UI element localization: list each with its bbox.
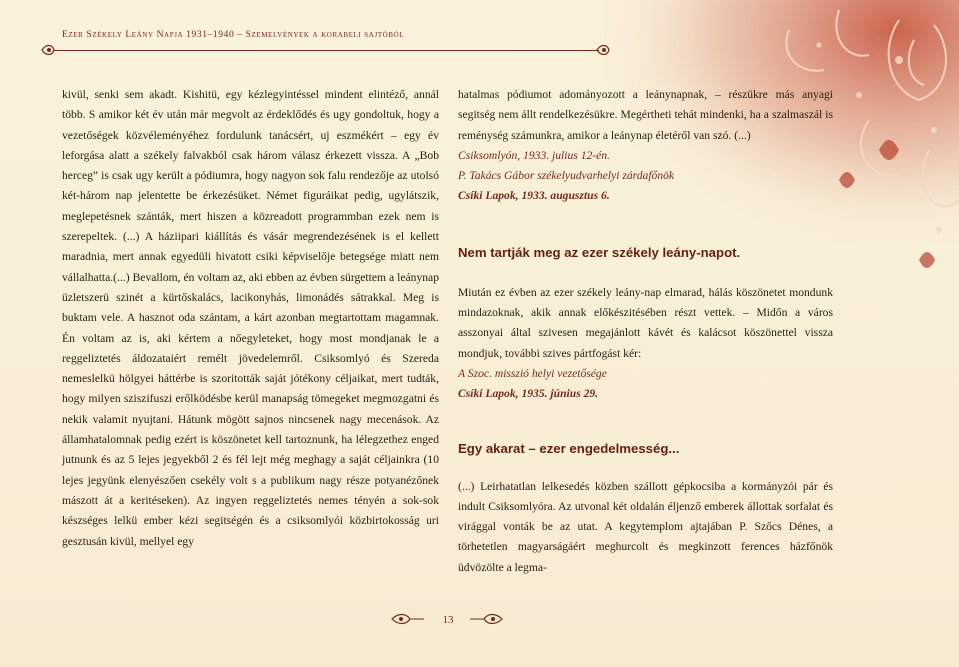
article-heading-2: Egy akarat – ezer engedelmesség... [458,440,680,456]
letter-paragraph: hatalmas pódiumot adományozott a leánynapnak, – részükre más anyagi segitség nem állt rendelkezésükre. Megértheti tehát mindenki, ha a szalmaszál is reménység számunkra, amikor a leánynap életéről van szó. (...) [458,88,833,142]
header-rule [54,50,599,51]
notice-author: A Szoc. misszió helyi vezetősége [458,366,607,380]
letter-source: Csíki Lapok, 1933. augusztus 6. [458,189,610,203]
running-header [40,30,640,40]
article-heading-1: Nem tartják meg az ezer székely leány-napot. [458,244,741,260]
page-footer [0,608,959,632]
report-paragraph: (...) Leirhatatlan lelkesedés közben szállott gépkocsiba a kormányzói pár és indult Csiksomlyóra. Az utvonal két oldalán éljenző emberek állottak sorfalat és virággal vonták be az utat. A kegytemplom ajtajában P. Szőcs Dénes, a törhetetlen magyarságáért meghurcolt és megkinzott ferences házfőnök üdvözölte a legma- [458,479,833,574]
left-paragraph: kivül, senki sem akadt. Kishitü, egy kézlegyintéssel mindent elintéző, annál több. S amikor két év után már megvolt az érdeklődés és ugy gondoltuk, hogy a vezetőségek közvéleményéhez fordulunk tanácsért, uj eszmékért – egy év leforgása alatt a székely falvakból csak három válasz érkezett vissza. A „Bob herceg” is csak ugy került a pódiumra, hogy nagyon sok falu rendezője az utolsó két-három nap jelentette be érkezésüket. Német figuráikat pedig, ugylátszik, meglepetésnek szánták, mert hiszen a közreadott programmban ezek nem is szerepeltek. (...) A háziipari kiállítás és vásár megrendezésének is el kellett maradnia, mert annak egyedüli hivatott csiki képviselője betegsége miatt nem vállalhatta.(...) Bevallom, én voltam az, aki ebben az évben sürgettem a leánynap üzletszerü szinét a kürtőskalács, lacikonyhás, limonádés sátrakkal. Meg is buktam vele. A hasznot oda szántam, a kárt azonban megtartottam magamnak. Én voltam az is, aki kértem a nőegyleteket, hogy most mondjanak le a reggeliztetés áldozataiért remélt jövedelemről. Csiksomlyó és Szereda nemeslelkü hölgyei háttérbe is szoritották saját jótékony céljaikat, mert tudták, hogy milyen sziszifuszi erőlködésbe kerül manapság tömegeket megmozgatni és nekik valamit nyujtani. Hátunk mögött sajnos nincsenek nagy mecenások. Az államhatalomnak pedig ezért is köszönetet kell tartoznunk, ha lélegzethez enged jutnunk és az 5 lejes jegyekből 2 és fél lejt még meghagy a saját céljainkra (10 lejes jegyünk elenyészően csekély volt s a publikum nagy része potyanézőnek mászott át a keritéseken). Az ingyen reggeliztetés nemes tényén a sok-sok készséges lelkü ember kézi segitségén és a csiksomlyói közbirtokosság uri gesztusán kivül, mellyel egy [62,88,439,548]
swirl-ornament-icon [390,612,426,626]
left-column [62,85,439,552]
right-column [458,85,833,578]
page-number: 13 [442,614,454,626]
notice-source: Csíki Lapok, 1935. június 29. [458,387,599,401]
letter-place-date: Csiksomlyón, 1933. julius 12-én. [458,148,610,162]
swirl-ornament-icon [468,612,504,626]
notice-paragraph: Miután ez évben az ezer székely leány-nap elmarad, hálás köszönetet mondunk mindazoknak, akik annak előkészitésében részt vettek. – Midőn a város asszonyai által szivesen megajánlott kávét és kalácsot köszönettel vissza mondjuk, további szives pártfogást kér: [458,285,833,360]
header-title: Ezer Székely Leány Napja 1931–1940 – Szemelvények a korabeli sajtóból [62,30,405,40]
letter-author: P. Takács Gábor székelyudvarhelyi zárdafőnök [458,169,675,183]
swirl-ornament-icon [595,42,613,58]
